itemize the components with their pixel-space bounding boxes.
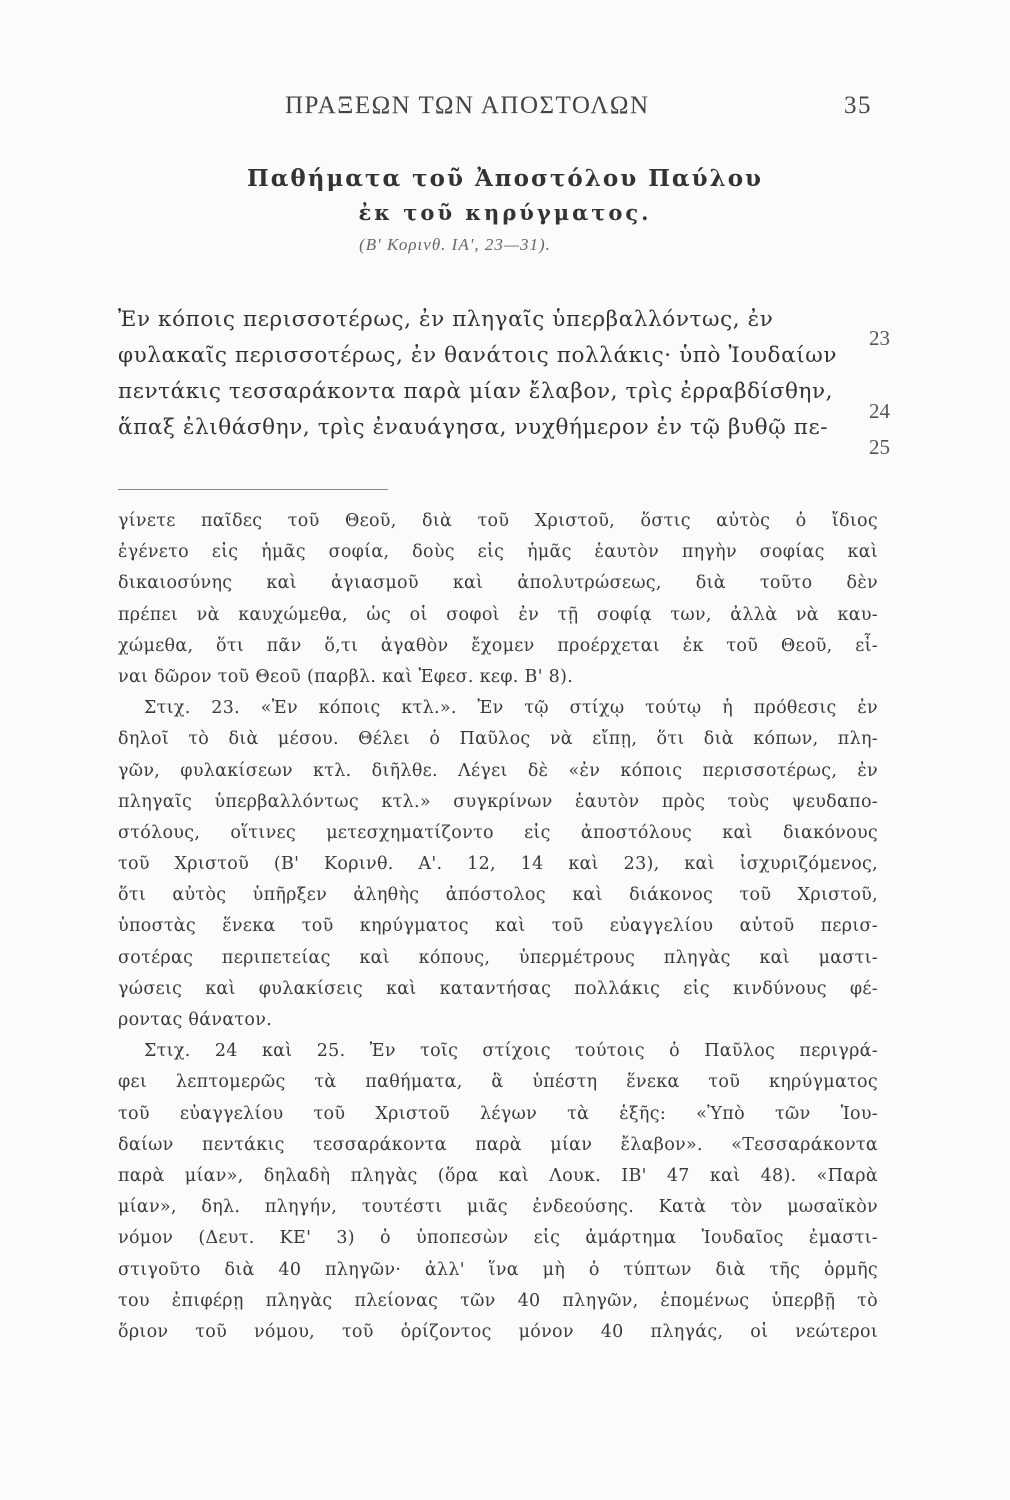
commentary-line: του ἐπιφέρῃ πληγὰς πλείονας τῶν 40 πληγῶν, ἐπομένως ὑπερβῇ τὸ	[118, 1290, 878, 1311]
scripture-reference: (Β' Κορινθ. ΙΑ', 23—31).	[359, 235, 551, 254]
running-title: ΠΡΑΞΕΩΝ ΤΩΝ ΑΠΟΣΤΟΛΩΝ	[285, 92, 650, 119]
commentary-line: στιγοῦτο διὰ 40 πληγῶν· ἀλλ' ἵνα μὴ ὁ τύπτων διὰ τῆς ὁρμῆς	[118, 1259, 878, 1280]
commentary-line: δαίων πεντάκις τεσσαράκοντα παρὰ μίαν ἔλαβον». «Τεσσαράκοντα	[118, 1134, 878, 1155]
heading-line-2: ἐκ τοῦ κηρύγματος.	[358, 200, 652, 225]
commentary-line: σοτέρας περιπετείας καὶ κόπους, ὑπερμέτρους πληγὰς καὶ μαστι-	[118, 947, 878, 968]
commentary-line: ἐγένετο εἰς ἡμᾶς σοφία, δοὺς εἰς ἡμᾶς ἑαυτὸν πηγὴν σοφίας καὶ	[118, 542, 878, 563]
running-head	[110, 92, 872, 120]
commentary-line: στόλους, οἵτινες μετεσχηματίζοντο εἰς ἀποστόλους καὶ διακόνους	[118, 822, 878, 843]
commentary-line: χώμεθα, ὅτι πᾶν ὅ,τι ἀγαθὸν ἔχομεν προέρχεται ἐκ τοῦ Θεοῦ, εἶ-	[118, 635, 878, 656]
commentary-line: φει λεπτομερῶς τὰ παθήματα, ἃ ὑπέστη ἕνεκα τοῦ κηρύγματος	[118, 1072, 878, 1093]
verse-line: Ἐν κόποις περισσοτέρως, ἐν πληγαῖς ὑπερβαλλόντως, ἐν	[118, 307, 774, 332]
commentary-line: ροντας θάνατον.	[118, 1010, 273, 1030]
commentary-line: ὅτι αὐτὸς ὑπῆρξεν ἀληθὴς ἀπόστολος καὶ διάκονος τοῦ Χριστοῦ,	[118, 885, 878, 906]
separator-rule	[118, 489, 388, 490]
commentary-line: γίνετε παῖδες τοῦ Θεοῦ, διὰ τοῦ Χριστοῦ, ὅστις αὐτὸς ὁ ἴδιος	[118, 511, 878, 531]
commentary	[118, 506, 878, 1348]
verse-number: 24	[869, 399, 890, 423]
commentary-line: τοῦ εὐαγγελίου τοῦ Χριστοῦ λέγων τὰ ἑξῆς: «Ὑπὸ τῶν Ἰου-	[118, 1103, 878, 1124]
verse-line: ἅπαξ ἐλιθάσθην, τρὶς ἐναυάγησα, νυχθήμερον ἐν τῷ βυθῷ πε-	[118, 415, 829, 440]
commentary-line: παρὰ μίαν», δηλαδὴ πληγὰς (ὅρα καὶ Λουκ. ΙΒ' 47 καὶ 48). «Παρὰ	[118, 1165, 878, 1186]
verse-number: 25	[869, 435, 890, 459]
commentary-line: τοῦ Χριστοῦ (Β' Κορινθ. Α'. 12, 14 καὶ 23), καὶ ἰσχυριζόμενος,	[118, 854, 878, 875]
scripture-text	[118, 302, 890, 459]
commentary-line: πληγαῖς ὑπερβαλλόντως κτλ.» συγκρίνων ἑαυτὸν πρὸς τοὺς ψευδαπο-	[118, 791, 878, 812]
page-number: 35	[844, 92, 872, 119]
verse-number: 23	[869, 326, 890, 350]
heading-line-1: Παθήματα τοῦ Ἀποστόλου Παύλου	[246, 165, 763, 192]
commentary-line: Στιχ. 24 καὶ 25. Ἐν τοῖς στίχοις τούτοις ὁ Παῦλος περιγρά-	[144, 1041, 878, 1062]
commentary-line: μίαν», δηλ. πληγήν, τουτέστι μιᾶς ἐνδεούσης. Κατὰ τὸν μωσαϊκὸν	[118, 1197, 878, 1218]
commentary-line: δηλοῖ τὸ διὰ μέσου. Θέλει ὁ Παῦλος νὰ εἴπῃ, ὅτι διὰ κόπων, πλη-	[118, 729, 878, 750]
verse-line: πεντάκις τεσσαράκοντα παρὰ μίαν ἔλαβον, τρὶς ἐρραβδίσθην,	[118, 379, 834, 404]
commentary-line: νόμον (Δευτ. ΚΕ' 3) ὁ ὑποπεσὼν εἰς ἁμάρτημα Ἰουδαῖος ἐμαστι-	[118, 1228, 878, 1249]
verse-line: φυλακαῖς περισσοτέρως, ἐν θανάτοις πολλάκις· ὑπὸ Ἰουδαίων	[118, 343, 838, 368]
section-heading	[0, 165, 1010, 255]
commentary-line: πρέπει νὰ καυχώμεθα, ὡς οἱ σοφοὶ ἐν τῇ σοφίᾳ των, ἀλλὰ νὰ καυ-	[118, 604, 878, 625]
commentary-line: δικαιοσύνης καὶ ἁγιασμοῦ καὶ ἀπολυτρώσεως, διὰ τοῦτο δὲν	[118, 573, 878, 594]
commentary-line: ναι δῶρον τοῦ Θεοῦ (παρβλ. καὶ Ἐφεσ. κεφ. Β' 8).	[118, 666, 574, 687]
commentary-line: γῶν, φυλακίσεων κτλ. διῆλθε. Λέγει δὲ «ἐν κόποις περισσοτέρως, ἐν	[118, 760, 878, 781]
commentary-line: γώσεις καὶ φυλακίσεις καὶ καταντήσας πολλάκις εἰς κινδύνους φέ-	[118, 978, 878, 999]
commentary-line: ὅριον τοῦ νόμου, τοῦ ὁρίζοντος μόνον 40 πληγάς, οἱ νεώτεροι	[118, 1321, 878, 1342]
commentary-line: Στιχ. 23. «Ἐν κόποις κτλ.». Ἐν τῷ στίχῳ τούτῳ ἡ πρόθεσις ἐν	[144, 698, 878, 719]
commentary-line: ὑποστὰς ἕνεκα τοῦ κηρύγματος καὶ τοῦ εὐαγγελίου αὐτοῦ περισ-	[118, 916, 878, 937]
